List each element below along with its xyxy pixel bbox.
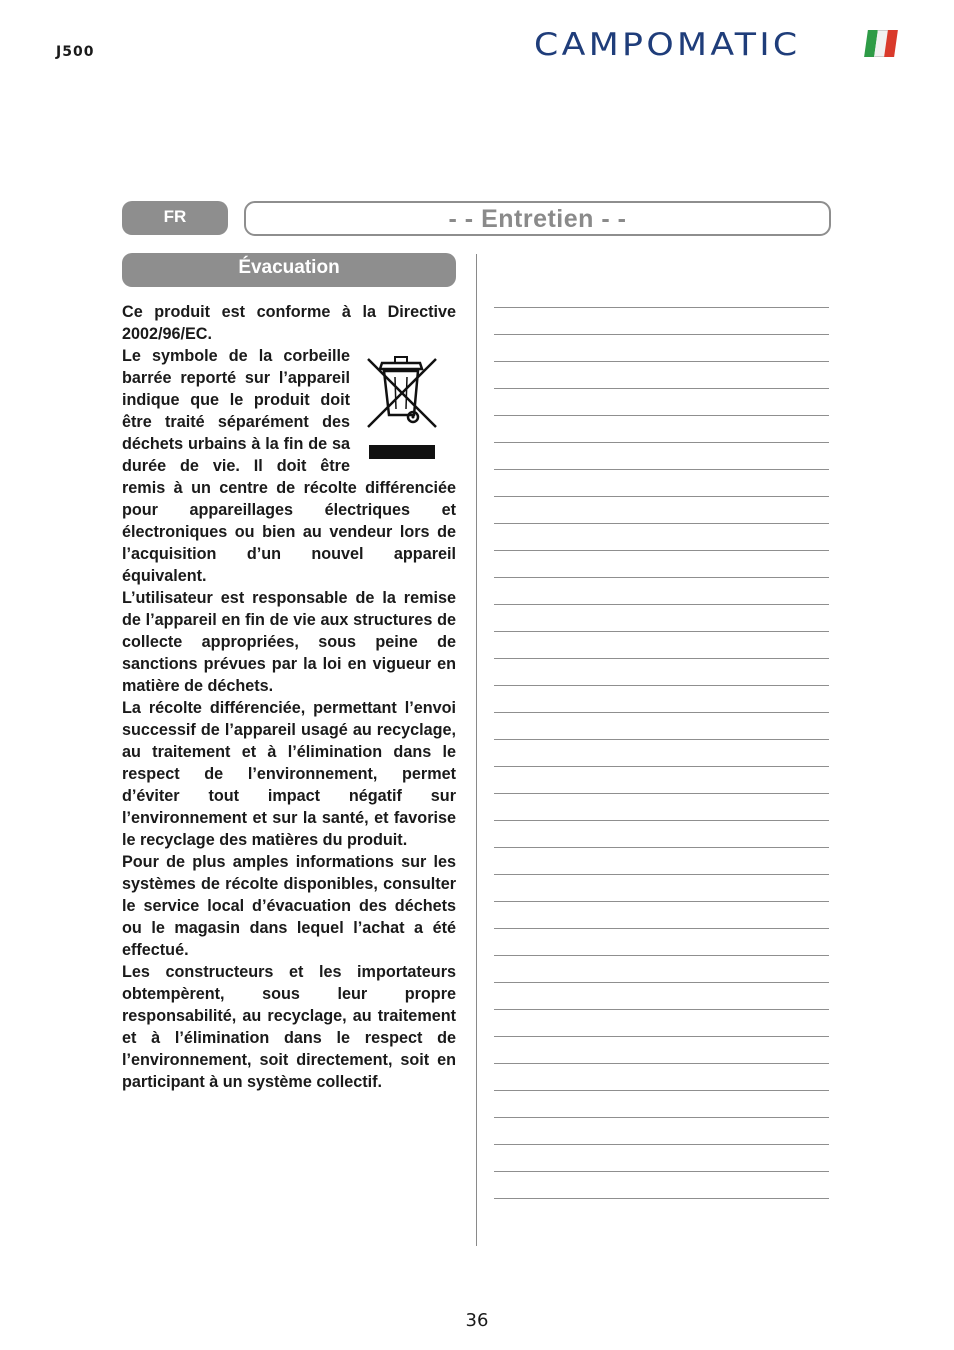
disposal-text (122, 301, 456, 1093)
note-line (494, 767, 829, 794)
paragraph-collection: La récolte différenciée, permettant l’envoi successif de l’appareil usagé au recyclage, au traitement et à l’élimination dans le respect de l’environnement, permet d’éviter tout impact négatif sur l’environnement et sur la santé, et favorise le recyclage des matières du produit. (122, 699, 456, 849)
paragraph-manufacturers: Les constructeurs et les importateurs obtempèrent, sous leur propre responsabilité, au recyclage, au traitement et à l’élimination dans le respect de l’environnement, soit directement, soit en participant à un système collectif. (122, 963, 456, 1091)
column-divider (476, 254, 477, 1246)
page-number: 36 (465, 1310, 489, 1331)
note-line (494, 470, 829, 497)
italian-flag-icon (864, 30, 898, 57)
note-line (494, 416, 829, 443)
note-line (494, 308, 829, 335)
section-title: - - Entretien - - (244, 201, 831, 236)
note-line (494, 497, 829, 524)
note-line (494, 632, 829, 659)
notes-lines (494, 306, 829, 1199)
note-line (494, 713, 829, 740)
note-line (494, 335, 829, 362)
note-line (494, 821, 829, 848)
note-line (494, 389, 829, 416)
note-line (494, 1037, 829, 1064)
note-line (494, 902, 829, 929)
note-line (494, 443, 829, 470)
note-line (494, 848, 829, 875)
note-line (494, 605, 829, 632)
note-line (494, 983, 829, 1010)
note-line (494, 362, 829, 389)
note-line (494, 1118, 829, 1145)
note-line (494, 1010, 829, 1037)
note-line (494, 524, 829, 551)
note-line (494, 686, 829, 713)
crossed-out-wheelie-bin-icon (362, 349, 456, 469)
brand-logo (534, 26, 801, 63)
brand-wordmark: CAMPOMATIC (534, 26, 801, 63)
note-line (494, 578, 829, 605)
note-line (494, 659, 829, 686)
paragraph-responsibility: L’utilisateur est responsable de la remise de l’appareil en fin de vie aux structures de collecte appropriées, sous peine de sanctions prévues par la loi en vigueur en matière de déchets. (122, 589, 456, 695)
note-line (494, 1091, 829, 1118)
model-label: J500 (56, 44, 95, 60)
paragraph-information: Pour de plus amples informations sur les systèmes de récolte disponibles, consulter le service local d’évacuation des déchets ou le magasin dans lequel l’achat a été effectué. (122, 853, 456, 959)
language-badge: FR (122, 201, 228, 235)
note-line (494, 1172, 829, 1199)
subsection-title: Évacuation (122, 253, 456, 287)
note-line (494, 551, 829, 578)
note-line (494, 1145, 829, 1172)
paragraph-symbol: Le symbole de la corbeille barrée reporté sur l’appareil indique que le produit doit être traité séparément des déchets urbains à la fin de sa durée de vie. Il doit être remis à un centre de récolte différenciée pour appareillages électriques et électroniques ou bien au vendeur lors de l’acquisition d’un nouvel appareil équivalent. (122, 347, 456, 585)
note-line (494, 929, 829, 956)
note-line (494, 875, 829, 902)
note-line (494, 794, 829, 821)
paragraph-directive: Ce produit est conforme à la Directive 2002/96/EC. (122, 303, 456, 343)
note-line (494, 956, 829, 983)
note-line (494, 1064, 829, 1091)
note-line (494, 740, 829, 767)
